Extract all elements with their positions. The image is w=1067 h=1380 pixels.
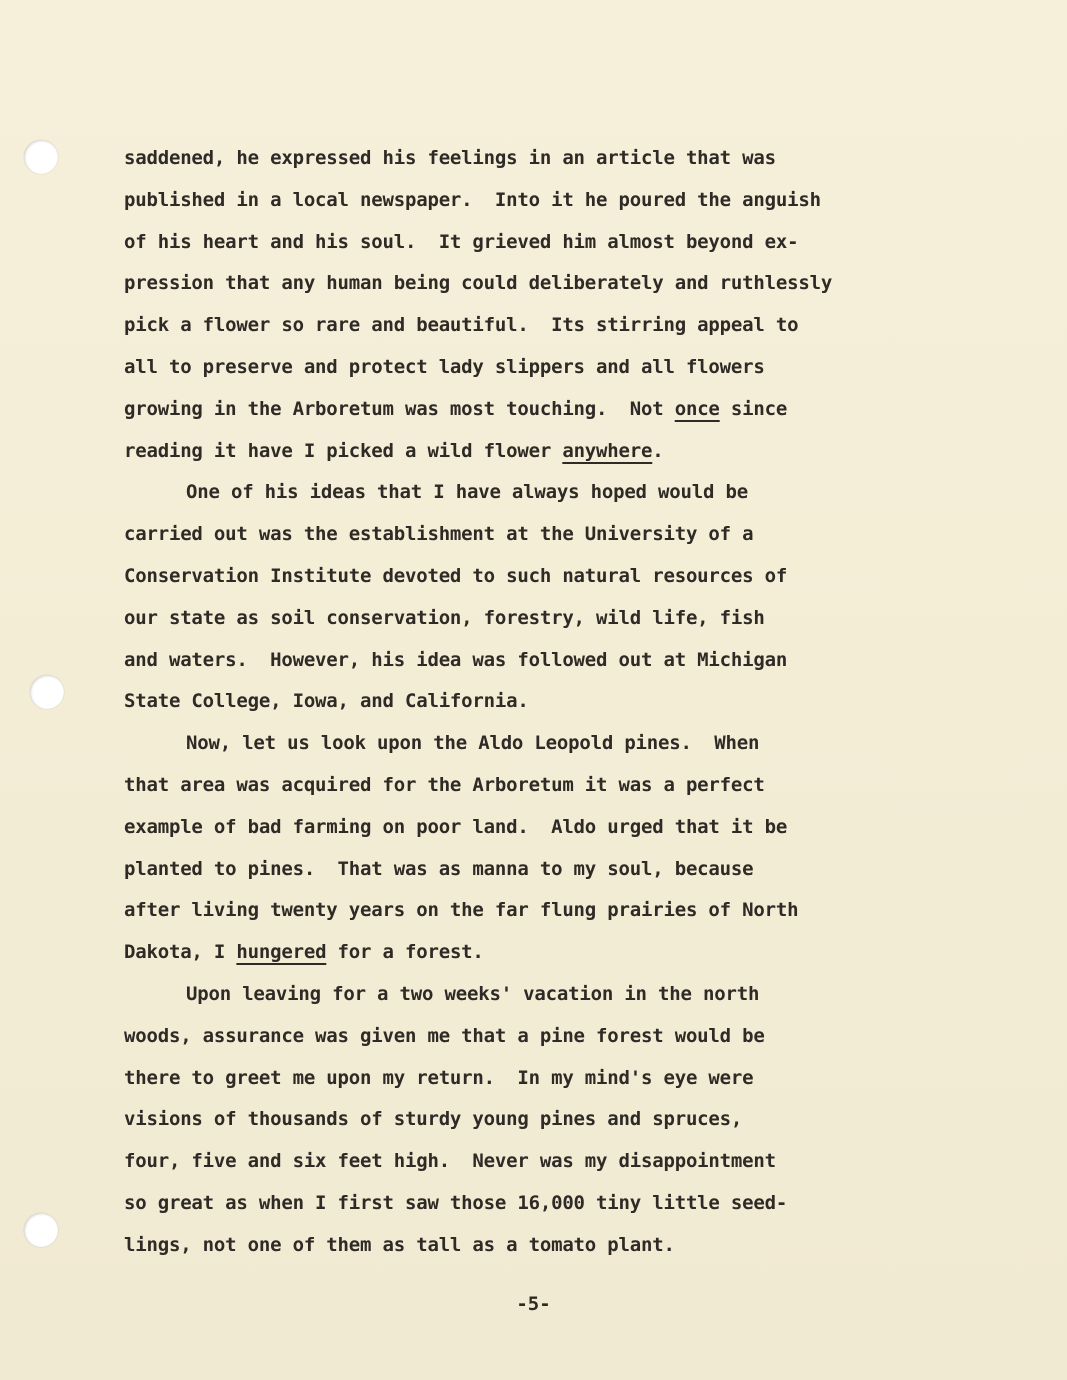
- text-line: after living twenty years on the far flung prairies of North: [124, 899, 799, 922]
- text-line: planted to pines. That was as manna to my soul, because: [124, 857, 754, 880]
- punch-hole-top: [24, 140, 58, 174]
- punch-hole-bottom: [24, 1213, 58, 1247]
- text-line: lings, not one of them as tall as a tomato plant.: [124, 1233, 675, 1256]
- text-line: so great as when I first saw those 16,000 tiny little seed-: [124, 1191, 788, 1214]
- text-line: our state as soil conservation, forestry, wild life, fish: [124, 606, 765, 629]
- text-line: saddened, he expressed his feelings in an article that was: [124, 147, 776, 169]
- paragraph-start-line: Now, let us look upon the Aldo Leopold pines. When: [186, 732, 760, 755]
- paragraph-start-line: One of his ideas that I have always hoped would be: [186, 481, 748, 504]
- text-line: visions of thousands of sturdy young pines and spruces,: [124, 1108, 743, 1131]
- text-line: Conservation Institute devoted to such natural resources of: [124, 564, 788, 587]
- underlined-word: once: [674, 397, 720, 420]
- text-line: pick a flower so rare and beautiful. Its stirring appeal to: [124, 314, 799, 337]
- text-run: since: [719, 397, 788, 420]
- text-line: [124, 431, 954, 473]
- body-text: [124, 138, 954, 1267]
- text-line: [124, 932, 954, 974]
- text-line: woods, assurance was given me that a pine forest would be: [124, 1024, 765, 1047]
- text-line: four, five and six feet high. Never was my disappointment: [124, 1150, 776, 1173]
- text-run: reading it have I picked a wild flower: [124, 439, 563, 462]
- text-line: all to preserve and protect lady slippers and all flowers: [124, 355, 765, 378]
- punch-hole-middle: [30, 675, 64, 709]
- page-number: -5-: [516, 1293, 551, 1315]
- text-run: for a forest.: [326, 941, 484, 964]
- text-line: that area was acquired for the Arboretum it was a perfect: [124, 773, 765, 796]
- text-line: and waters. However, his idea was followed out at Michigan: [124, 648, 788, 671]
- text-line: example of bad farming on poor land. Aldo urged that it be: [124, 815, 788, 838]
- text-line: State College, Iowa, and California.: [124, 690, 529, 713]
- text-line: [124, 389, 954, 431]
- underlined-word: hungered: [236, 941, 327, 964]
- paragraph-start-line: Upon leaving for a two weeks' vacation in the north: [186, 982, 760, 1005]
- text-line: published in a local newspaper. Into it he poured the anguish: [124, 188, 821, 211]
- text-run: Dakota, I: [124, 941, 237, 964]
- text-line: pression that any human being could deliberately and ruthlessly: [124, 272, 833, 295]
- text-line: carried out was the establishment at the University of a: [124, 523, 754, 546]
- text-line: of his heart and his soul. It grieved him almost beyond ex-: [124, 230, 799, 253]
- text-run: .: [652, 439, 664, 462]
- text-line: there to greet me upon my return. In my mind's eye were: [124, 1066, 754, 1089]
- underlined-word: anywhere: [562, 439, 653, 462]
- text-run: growing in the Arboretum was most touching. Not: [124, 397, 675, 420]
